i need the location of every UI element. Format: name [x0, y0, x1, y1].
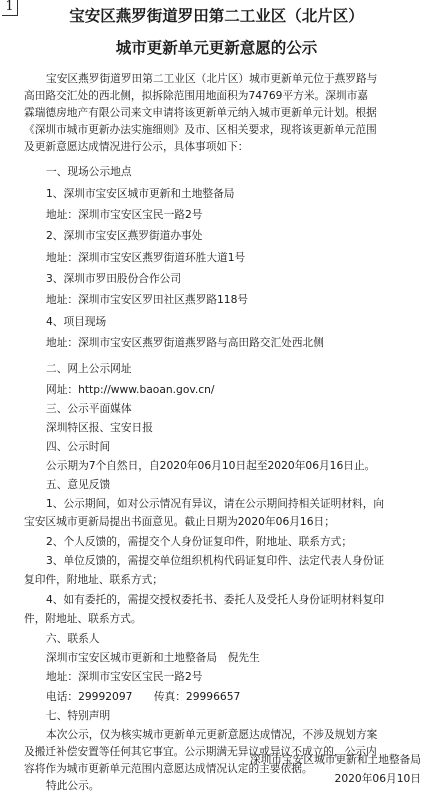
- location-address: 地址：深圳市宝安区燕罗街道环胜大道1号: [46, 251, 246, 264]
- period-text: 公示期为7个自然日，自2020年06月10日起至2020年06月16日止。: [46, 459, 376, 472]
- feedback-line: 件，附地址、联系方式。: [24, 612, 142, 625]
- section-heading-locations: 一、现场公示地点: [46, 165, 132, 178]
- media-names: 深圳特区报、宝安日报: [46, 421, 153, 434]
- section-heading-feedback: 五、意见反馈: [46, 478, 111, 491]
- location-item: 4、项目现场: [46, 315, 107, 328]
- statement-line: 及搬迁补偿安置等任何其它事宜。公示期满无异议或异议不成立的，公示内: [24, 745, 377, 758]
- section-heading-period: 四、公示时间: [46, 440, 111, 453]
- contact-address: 地址：深圳市宝安区宝民一路2号: [46, 670, 203, 683]
- feedback-line: 3、单位反馈的，需提交单位组织机构代码证复印件、法定代表人身份证: [46, 554, 385, 567]
- section-heading-contact: 六、联系人: [46, 632, 100, 645]
- contact-line: 深圳市宝安区城市更新和土地整备局 倪先生: [46, 651, 260, 664]
- feedback-line: 4、如有委托的，需提交授权委托书、委托人及受托人身份证明材料复印: [46, 593, 385, 606]
- location-item: 1、深圳市宝安区城市更新和土地整备局: [46, 187, 235, 200]
- notice-subtitle: 城市更新单元更新意愿的公示: [115, 39, 318, 57]
- signature-date: 2020年06月10日: [334, 772, 421, 785]
- feedback-line: 2、个人反馈的，需提交个人身份证复印件，附地址、联系方式；: [46, 535, 353, 548]
- website-url[interactable]: 网址：http://www.baoan.gov.cn/: [46, 383, 215, 396]
- statement-line: 容将作为城市更新单元范围内意愿达成情况认定的主要依据。: [24, 762, 313, 775]
- intro-line: 高田路交汇处的西北侧，拟拆除范围用地面积为74769平方米。深圳市嘉: [24, 89, 368, 102]
- contact-phone-fax: 电话：29992097 传真：29996657: [46, 690, 241, 703]
- feedback-line: 1、公示期间，如对公示情况有异议，请在公示期间持相关证明材料，向: [46, 497, 385, 510]
- intro-line: 霖瑞德房地产有限公司来文申请将该更新单元纳入城市更新单元计划。根据: [24, 106, 377, 119]
- notice-title: 宝安区燕罗街道罗田第二工业区（北片区）: [69, 7, 364, 25]
- page-number: 1: [2, 0, 18, 16]
- intro-line: 宝安区燕罗街道罗田第二工业区（北片区）城市更新单元位于燕罗路与: [46, 72, 378, 85]
- location-item: 2、深圳市宝安区燕罗街道办事处: [46, 229, 203, 242]
- feedback-line: 复印件，附地址、联系方式；: [24, 573, 163, 586]
- location-address: 地址：深圳市宝安区罗田社区燕罗路118号: [46, 293, 249, 306]
- signature-org: 深圳市宝安区城市更新和土地整备局: [249, 753, 421, 766]
- statement-closing: 特此公示。: [46, 779, 100, 792]
- location-address: 地址：深圳市宝安区燕罗街道燕罗路与高田路交汇处西北侧: [46, 336, 324, 349]
- intro-line: 及更新意愿达成情况进行公示，具体事项如下：: [24, 140, 249, 153]
- section-heading-media: 三、公示平面媒体: [46, 402, 132, 415]
- section-heading-website: 二、网上公示网址: [46, 362, 132, 375]
- feedback-line: 宝安区城市更新局提出书面意见。截止日期为2020年06月16日；: [24, 515, 335, 528]
- section-heading-statement: 七、特别声明: [46, 709, 111, 722]
- statement-line: 本次公示，仅为核实城市更新单元更新意愿达成情况，不涉及规划方案: [46, 728, 378, 741]
- intro-line: 《深圳市城市更新办法实施细则》及市、区相关要求，现将该更新单元范围: [24, 123, 377, 136]
- location-address: 地址：深圳市宝安区宝民一路2号: [46, 208, 203, 221]
- location-item: 3、深圳市罗田股份合作公司: [46, 272, 182, 285]
